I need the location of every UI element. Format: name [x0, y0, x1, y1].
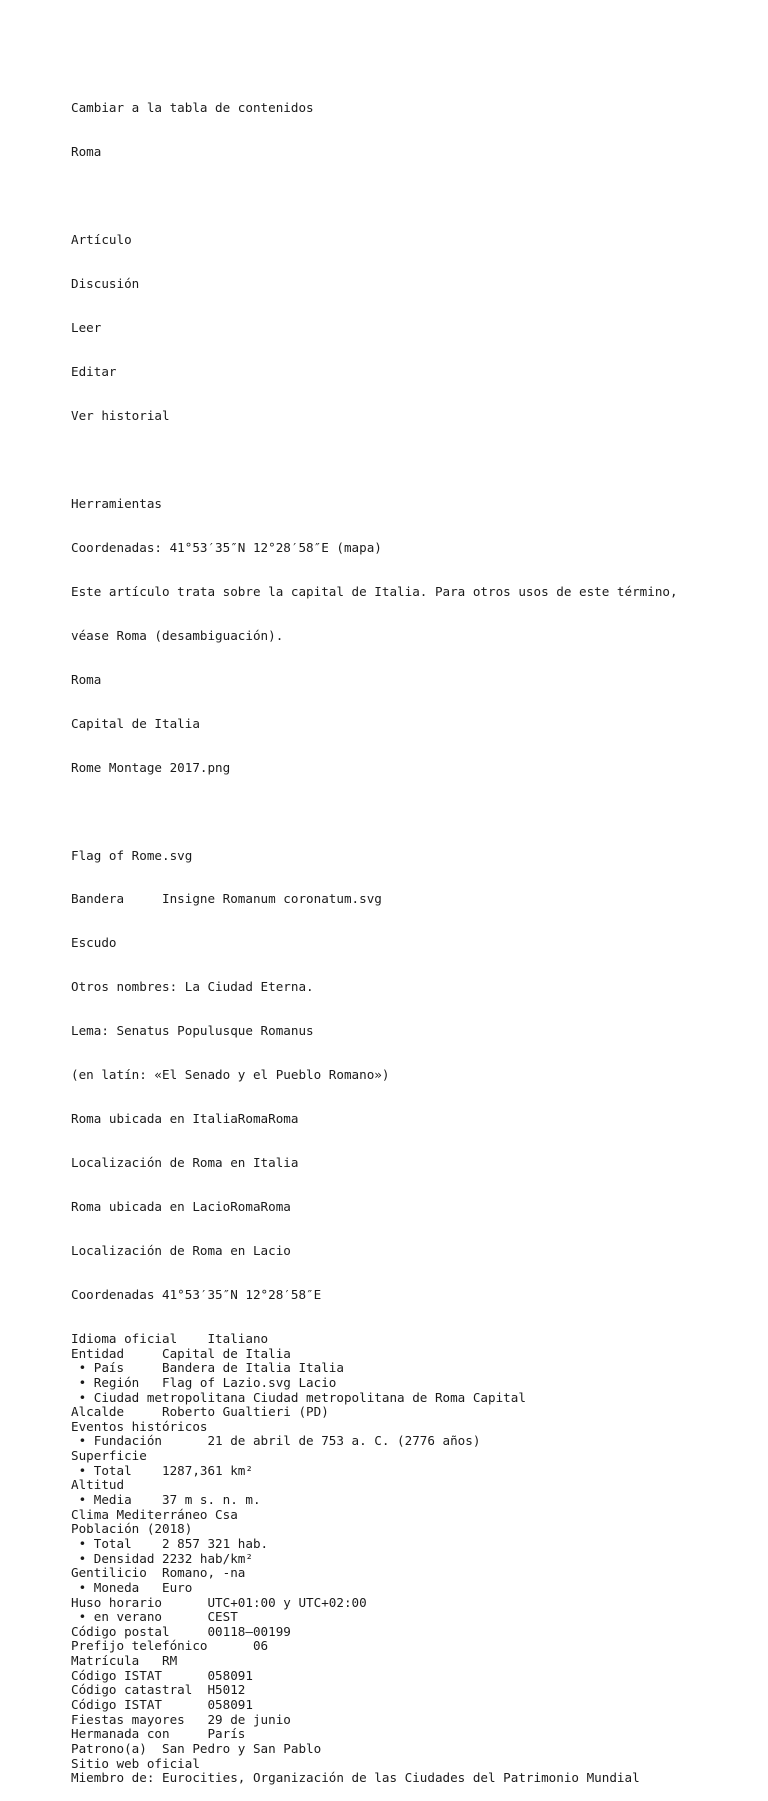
infobox-row: Idioma oficial Italiano [71, 1331, 269, 1346]
infobox-coordinates: Coordenadas 41°53′35″N 12°28′58″E [71, 1287, 322, 1303]
spacer [71, 189, 751, 204]
infobox-row: Gentilicio Romano, -na [71, 1565, 246, 1581]
infobox-row: Miembro de: Eurocities, Organización de las Ciudades del Patrimonio Mundial [71, 1770, 640, 1786]
infobox-row: Altitud [71, 1477, 125, 1493]
infobox-row: Sitio web oficial [71, 1755, 200, 1771]
infobox-row: Entidad Capital de Italia [71, 1345, 291, 1361]
infobox-row: Código postal 00118–00199 [71, 1623, 291, 1639]
infobox-row: Eventos históricos [71, 1418, 208, 1434]
infobox-row: • Fundación 21 de abril de 753 a. C. (2776 años) [71, 1433, 481, 1449]
infobox-row: Alcalde Roberto Gualtieri (PD) [71, 1404, 329, 1420]
infobox-rows [71, 1332, 751, 1786]
infobox-row: • Ciudad metropolitana Ciudad metropolitana de Roma Capital [71, 1389, 526, 1405]
other-names: Otros nombres: La Ciudad Eterna. [71, 979, 314, 995]
infobox-row: • en verano CEST [71, 1609, 238, 1625]
infobox-row: • Total 2 857 321 hab. [71, 1535, 269, 1551]
infobox-row: Superficie [71, 1448, 147, 1464]
coordinates-header: Coordenadas: 41°53′35″N 12°28′58″E (mapa) [71, 539, 382, 555]
infobox-row: Huso horario UTC+01:00 y UTC+02:00 [71, 1594, 367, 1610]
infobox-row: Clima Mediterráneo Csa [71, 1506, 238, 1522]
flag-row: Bandera Insigne Romanum coronatum.svg [71, 891, 382, 907]
infobox-row: Hermanada con París [71, 1726, 246, 1742]
montage-image[interactable]: Rome Montage 2017.png [71, 759, 231, 775]
tab-read[interactable]: Leer [71, 320, 102, 336]
map-lazio[interactable]: Roma ubicada en LacioRomaRoma [71, 1199, 291, 1215]
tab-edit[interactable]: Editar [71, 364, 117, 380]
hatnote-line-2: véase Roma (desambiguación). [71, 627, 284, 643]
motto: Lema: Senatus Populusque Romanus [71, 1023, 314, 1039]
infobox-row: Prefijo telefónico 06 [71, 1638, 269, 1654]
tools-menu[interactable]: Herramientas [71, 495, 162, 511]
infobox-row: • Densidad 2232 hab/km² [71, 1550, 253, 1566]
tab-discussion[interactable]: Discusión [71, 276, 140, 292]
motto-translation: (en latín: «El Senado y el Pueblo Romano») [71, 1067, 390, 1083]
infobox-row: Fiestas mayores 29 de junio [71, 1711, 291, 1727]
page-title: Roma [71, 144, 102, 160]
infobox-subtitle: Capital de Italia [71, 715, 200, 731]
infobox-row: Código ISTAT 058091 [71, 1697, 253, 1713]
infobox-row: • Media 37 m s. n. m. [71, 1492, 261, 1508]
escudo-label: Escudo [71, 935, 117, 951]
infobox-row: Matrícula RM [71, 1653, 178, 1669]
document-body [71, 72, 751, 1801]
infobox-row: Patrono(a) San Pedro y San Pablo [71, 1740, 322, 1756]
infobox-row: Código ISTAT 058091 [71, 1667, 253, 1683]
infobox-row: Población (2018) [71, 1521, 193, 1537]
infobox-row: Código catastral H5012 [71, 1682, 246, 1698]
infobox-row: • Moneda Euro [71, 1579, 193, 1595]
infobox-row: • País Bandera de Italia Italia [71, 1360, 344, 1376]
map-italy-caption: Localización de Roma en Italia [71, 1155, 299, 1171]
spacer [71, 453, 751, 468]
tab-article[interactable]: Artículo [71, 232, 132, 248]
map-lazio-caption: Localización de Roma en Lacio [71, 1243, 291, 1259]
map-italy[interactable]: Roma ubicada en ItaliaRomaRoma [71, 1111, 299, 1127]
infobox-row: • Región Flag of Lazio.svg Lacio [71, 1374, 337, 1390]
flag-image[interactable]: Flag of Rome.svg [71, 847, 193, 863]
hatnote-line-1: Este artículo trata sobre la capital de Italia. Para otros usos de este término, [71, 583, 678, 599]
toc-link[interactable]: Cambiar a la tabla de contenidos [71, 100, 314, 116]
spacer [71, 805, 751, 820]
infobox-name: Roma [71, 671, 102, 687]
infobox-row: • Total 1287,361 km² [71, 1462, 253, 1478]
tab-history[interactable]: Ver historial [71, 407, 170, 423]
